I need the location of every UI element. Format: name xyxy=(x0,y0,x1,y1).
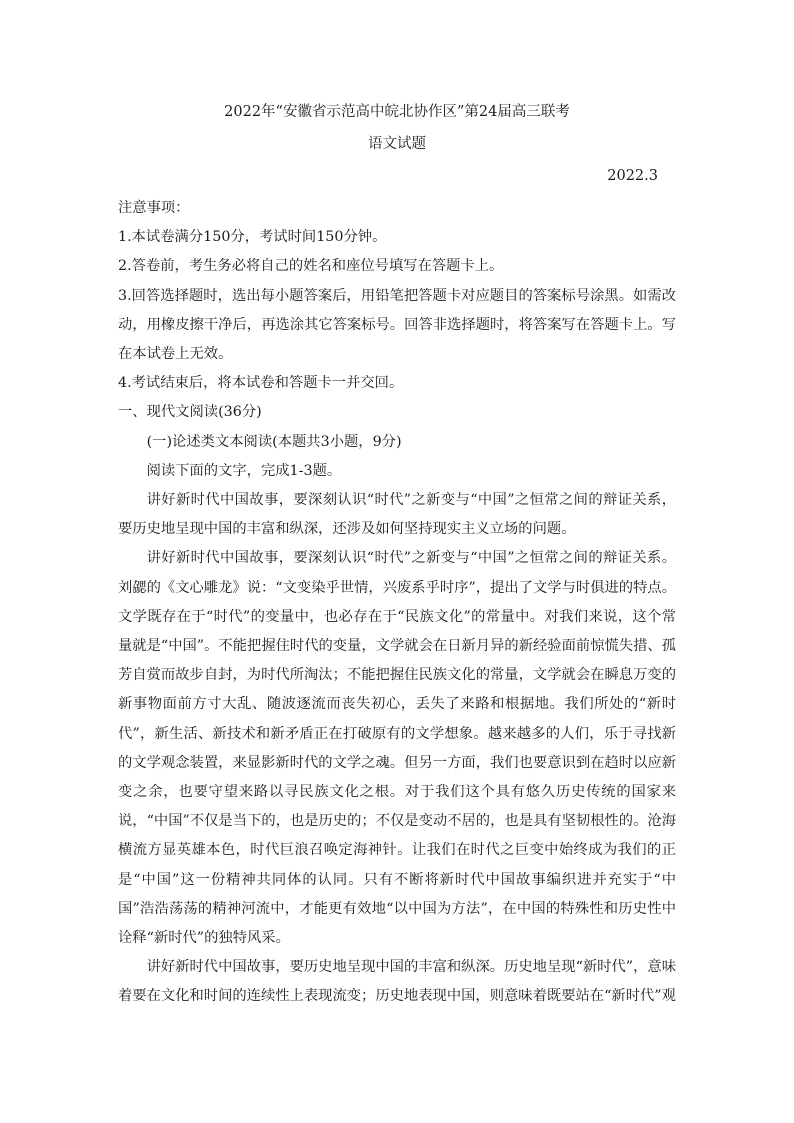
passage-paragraph-1: 讲好新时代中国故事，要深刻认识“时代”之新变与“中国”之恒常之间的辩证关系，要历史地呈现中国的丰富和纵深，还涉及如何坚持现实主义立场的问题。 xyxy=(118,492,676,538)
exam-subtitle: 语文试题 xyxy=(368,136,426,152)
passage-paragraph-3: 讲好新时代中国故事，要历史地呈现中国的丰富和纵深。历史地呈现“新时代”，意味着要在文化和时间的连续性上表现流变；历史地表现中国，则意味着既要站在“新时代”观 xyxy=(118,959,676,1005)
note-item-2: 2.答卷前，考生务必将自己的姓名和座位号填写在答题卡上。 xyxy=(118,258,504,275)
section-heading: 一、现代文阅读(36分) xyxy=(118,404,262,421)
exam-title: 2022年“安徽省示范高中皖北协作区”第24届高三联考 xyxy=(224,104,570,120)
note-item-1: 1.本试卷满分150分，考试时间150分钟。 xyxy=(118,229,387,246)
exam-date: 2022.3 xyxy=(607,168,658,184)
section-instruction: 阅读下面的文字，完成1-3题。 xyxy=(146,462,342,479)
notes-heading: 注意事项： xyxy=(118,200,190,216)
note-item-4: 4.考试结束后，将本试卷和答题卡一并交回。 xyxy=(118,375,404,392)
note-item-3: 3.回答选择题时，选出每小题答案后，用铅笔把答题卡对应题目的答案标号涂黑。如需改动，用橡皮擦干净后，再选涂其它答案标号。回答非选择题时，将答案写在答题卡上。写在本试卷上无效。 xyxy=(118,287,676,363)
exam-body xyxy=(118,194,676,1012)
section-sub-heading: (一)论述类文本阅读(本题共3小题，9分) xyxy=(146,433,402,450)
passage-paragraph-2: 讲好新时代中国故事，要深刻认识“时代”之新变与“中国”之恒常之间的辩证关系。刘勰的《文心雕龙》说：“文变染乎世情，兴废系乎时序”，提出了文学与时俱进的特点。文学既存在于“时代”的变量中，也必存在于“民族文化”的常量中。对我们来说，这个常量就是“中国”。不能把握住时代的变量，文学就会在日新月异的新经验面前惊慌失措、孤芳自赏而故步自封，为时代所淘汰；不能把握住民族文化的常量，文学就会在瞬息万变的新事物面前方寸大乱、随波逐流而丧失初心，丢失了来路和根据地。我们所处的“新时代”，新生活、新技术和新矛盾正在打破原有的文学想象。越来越多的人们，乐于寻找新的文学观念装置，来显影新时代的文学之魂。但另一方面，我们也要意识到在趋时以应新变之余，也要守望来路以寻民族文化之根。对于我们这个具有悠久历史传统的国家来说，“中国”不仅是当下的，也是历史的；不仅是变动不居的，也是具有坚韧根性的。沧海横流方显英雄本色，时代巨浪召唤定海神针。让我们在时代之巨变中始终成为我们的正是“中国”这一份精神共同体的认同。只有不断将新时代中国故事编织进并充实于“中国”浩浩荡荡的精神河流中，才能更有效地“以中国为方法”，在中国的特殊性和历史性中诠释“新时代”的独特风采。 xyxy=(118,550,676,947)
